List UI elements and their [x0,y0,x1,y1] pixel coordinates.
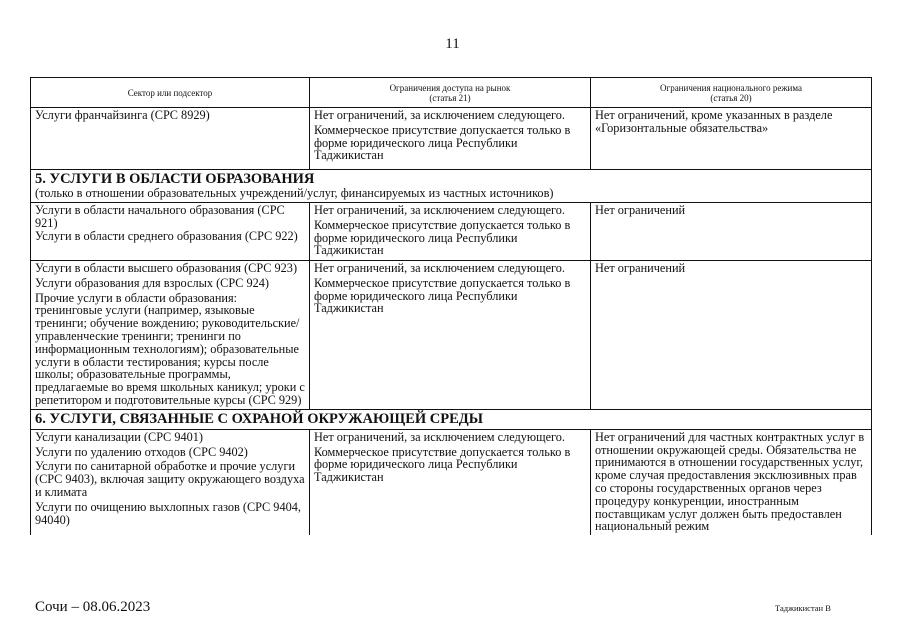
sector-cell: Услуги в области начального образования (CPC 921) Услуги в области среднего образования (CPC 922) [31,203,310,261]
section-heading-row [31,409,872,429]
market-access-cell: Нет ограничений, за исключением следующего. Коммерческое присутствие допускается только в форме юридического лица Республики Таджикистан [309,108,590,170]
sector-cell: Услуги франчайзинга (CPC 8929) [31,108,310,170]
table-row [31,108,872,170]
section-heading [31,409,872,429]
table-row [31,429,872,535]
header-national-treatment: Ограничения национального режима (статья 20) [590,78,871,108]
section-note: (только в отношении образовательных учреждений/услуг, финансируемых из частных источников) [35,186,554,200]
footer-document-label: Таджикистан В [775,603,831,613]
table-header-row [31,78,872,108]
sector-cell: Услуги канализации (CPC 9401) Услуги по удалению отходов (CPC 9402) Услуги по санитарной обработке и прочие услуги (CPC 9403), включая защиту окружающего воздуха и климата Услуги по очищению выхлопных газов (CPC 9404, 94040) [31,429,310,535]
market-access-cell: Нет ограничений, за исключением следующего. Коммерческое присутствие допускается только в форме юридического лица Республики Таджикистан [309,261,590,410]
footer-date-location: Сочи – 08.06.2023 [35,599,151,615]
section-heading [31,170,872,203]
sector-cell: Услуги в области высшего образования (CPC 923) Услуги образования для взрослых (CPC 924) Прочие услуги в области образования: тренинговые услуги (например, языковые тренинги; обучение вождению; руководительские/управленческие тренинги; тренинги по информационным технологиям); образовательные услуги в области тестирования; курсы после школы; образовательные программы, предлагаемые во время школьных каникул; уроки с репетитором и подготовительные курсы (CPC 929) [31,261,310,410]
national-treatment-cell: Нет ограничений [590,203,871,261]
national-treatment-cell: Нет ограничений для частных контрактных услуг в отношении окружающей среды. Обязательства не принимаются в отношении государственных услуг, кроме случая предоставления эксклюзивных прав со стороны государственных органов через процедуру конкуренции, иностранным поставщикам услуг должен быть предоставлен национальный режим [590,429,871,535]
header-sector: Сектор или подсектор [31,78,310,108]
table-row [31,261,872,410]
market-access-cell: Нет ограничений, за исключением следующего. Коммерческое присутствие допускается только в форме юридического лица Республики Таджикистан [309,203,590,261]
section-title: 6. УСЛУГИ, СВЯЗАННЫЕ С ОХРАНОЙ ОКРУЖАЮЩЕЙ СРЕДЫ [35,410,483,427]
section-title: 5. УСЛУГИ В ОБЛАСТИ ОБРАЗОВАНИЯ [35,171,315,187]
page-number: 11 [445,36,460,52]
table-row [31,203,872,261]
commitments-table [30,77,872,535]
national-treatment-cell: Нет ограничений [590,261,871,410]
national-treatment-cell: Нет ограничений, кроме указанных в разделе «Горизонтальные обязательства» [590,108,871,170]
header-market-access: Ограничения доступа на рынок (статья 21) [309,78,590,108]
section-heading-row [31,170,872,203]
market-access-cell: Нет ограничений, за исключением следующего. Коммерческое присутствие допускается только в форме юридического лица Республики Таджикистан [309,429,590,535]
